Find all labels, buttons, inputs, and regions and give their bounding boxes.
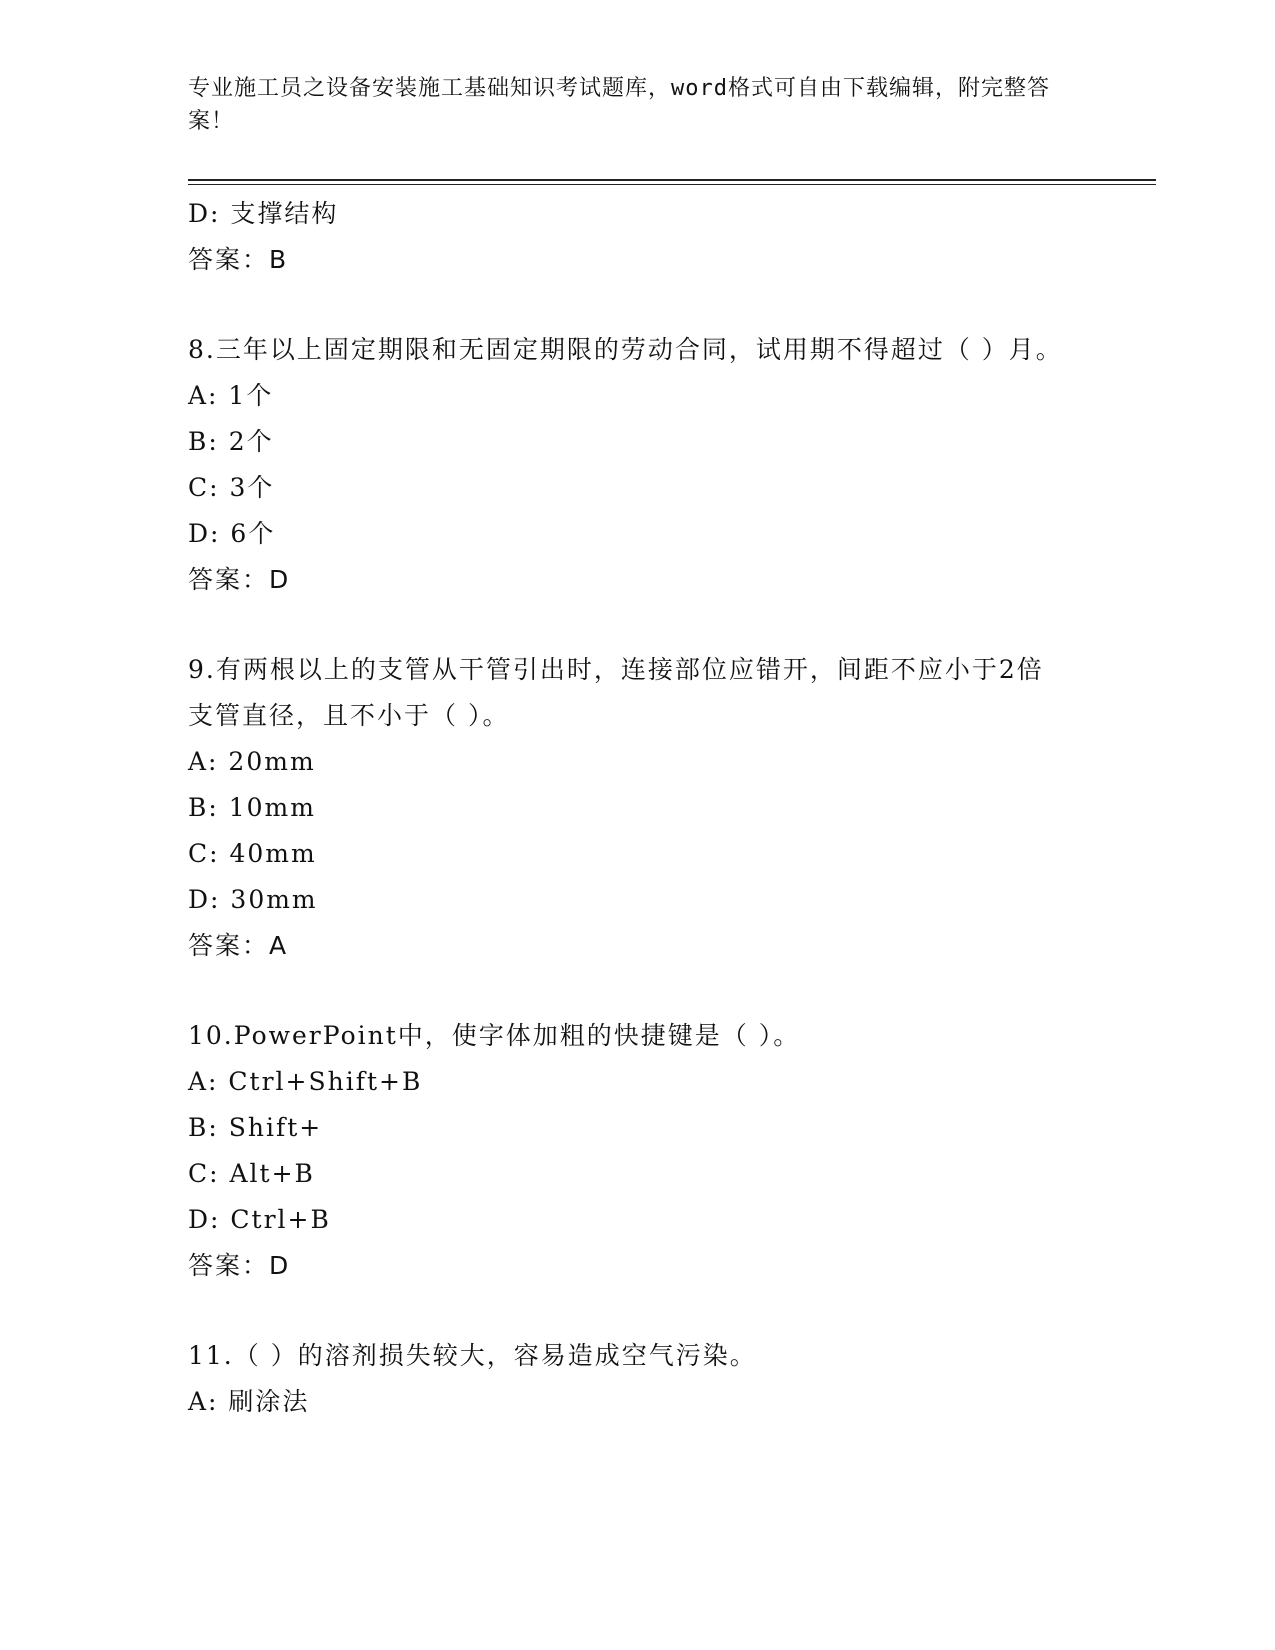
option-a: A: 刷涂法 [188,1387,310,1416]
question-11 [188,1333,1088,1425]
option-b: B: Shift+ [188,1113,323,1142]
option-b: B: 10mm [188,793,316,822]
question-stem: 11.（ ）的溶剂损失较大，容易造成空气污染。 [188,1341,757,1370]
question-stem: 10.PowerPoint中，使字体加粗的快捷键是（ ）。 [188,1021,801,1050]
option-a: A: 20mm [188,747,316,776]
option-a: A: Ctrl+Shift+B [188,1067,423,1096]
option-d: D: Ctrl+B [188,1205,331,1234]
question-10 [188,1013,1088,1289]
header-divider [188,179,1156,181]
option-b: B: 2个 [188,427,274,456]
answer-line: 答案：A [188,931,289,960]
option-d: D: 30mm [188,885,318,914]
page-header [188,72,1068,138]
header-title: 专业施工员之设备安装施工基础知识考试题库，word格式可自由下载编辑，附完整答案！ [188,76,1050,134]
answer-line: 答案：D [188,1251,291,1280]
option-d: D: 6个 [188,519,276,548]
option-c: C: 3个 [188,473,275,502]
question-stem: 9.有两根以上的支管从干管引出时，连接部位应错开，间距不应小于2倍支管直径，且不小于（ ）。 [188,655,1044,730]
option-a: A: 1个 [188,381,274,410]
question-8 [188,327,1088,603]
question-stem: 8.三年以上固定期限和无固定期限的劳动合同，试用期不得超过（ ）月。 [188,335,1063,364]
document-body [188,191,1088,1425]
option-c: C: Alt+B [188,1159,315,1188]
header-divider-thin [188,184,1156,185]
question-9 [188,647,1088,969]
option-d: D: 支撑结构 [188,199,339,228]
option-c: C: 40mm [188,839,317,868]
answer-line: 答案：B [188,245,289,274]
answer-line: 答案：D [188,565,291,594]
previous-question-tail [188,191,1088,283]
